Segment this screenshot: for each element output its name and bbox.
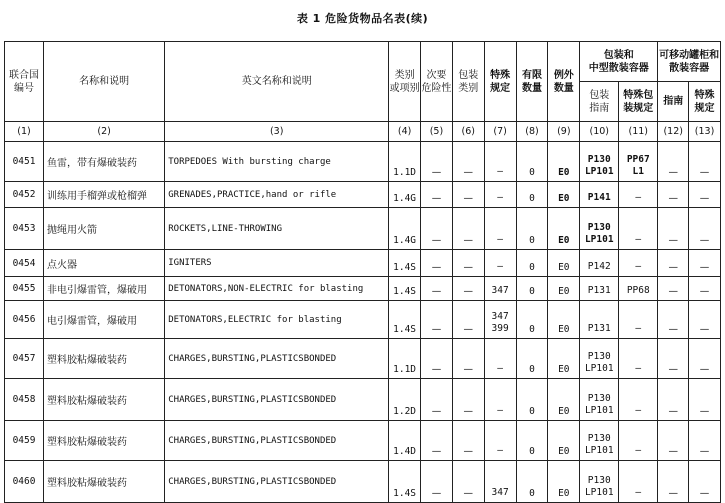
special-provisions: 347 399 (484, 301, 516, 339)
tank-special: — (689, 339, 721, 379)
sub-risk: — (421, 208, 453, 250)
table-row (5, 142, 721, 182)
special-packing: PP68 (619, 277, 658, 301)
packing-instruction: P142 (580, 250, 619, 277)
header-special-packing: 特殊包 装规定 (619, 82, 658, 122)
excepted-quantity: E0 (548, 142, 580, 182)
tank-special: — (689, 461, 721, 503)
name-cn: 电引爆雷管，爆破用 (44, 301, 165, 339)
class-division: 1.2D (389, 379, 421, 421)
limited-quantity: 0 (516, 339, 548, 379)
class-division: 1.1D (389, 339, 421, 379)
name-cn: 塑料胶粘爆破装药 (44, 379, 165, 421)
sub-risk: — (421, 421, 453, 461)
excepted-quantity: E0 (548, 182, 580, 208)
packing-instruction: P130 LP101 (580, 379, 619, 421)
un-number: 0452 (5, 182, 44, 208)
excepted-quantity: E0 (548, 339, 580, 379)
limited-quantity: 0 (516, 208, 548, 250)
header-un-number: 联合国 编号 (5, 42, 44, 122)
limited-quantity: 0 (516, 142, 548, 182)
tank-instruction: — (658, 301, 689, 339)
header-class: 类别 或项别 (389, 42, 421, 122)
class-division: 1.4D (389, 421, 421, 461)
tank-special: — (689, 379, 721, 421)
special-provisions: 347 (484, 461, 516, 503)
dangerous-goods-table (4, 41, 721, 503)
header-tank-instruction: 指南 (658, 82, 689, 122)
special-provisions: — (484, 142, 516, 182)
col-number: (7) (484, 122, 516, 142)
name-en: CHARGES,BURSTING,PLASTICSBONDED (165, 461, 389, 503)
name-cn: 塑料胶粘爆破装药 (44, 339, 165, 379)
excepted-quantity: E0 (548, 250, 580, 277)
name-en: CHARGES,BURSTING,PLASTICSBONDED (165, 421, 389, 461)
un-number: 0453 (5, 208, 44, 250)
name-en: TORPEDOES With bursting charge (165, 142, 389, 182)
col-number: (6) (452, 122, 484, 142)
header-excepted-quantity: 例外 数量 (548, 42, 580, 122)
col-number: (3) (165, 122, 389, 142)
sub-risk: — (421, 250, 453, 277)
col-number: (9) (548, 122, 580, 142)
col-number: (13) (689, 122, 721, 142)
name-en: CHARGES,BURSTING,PLASTICSBONDED (165, 379, 389, 421)
tank-instruction: — (658, 379, 689, 421)
header-name-en: 英文名称和说明 (165, 42, 389, 122)
packing-instruction: P130 LP101 (580, 421, 619, 461)
un-number: 0460 (5, 461, 44, 503)
table-row (5, 339, 721, 379)
col-number: (8) (516, 122, 548, 142)
name-cn: 抛绳用火箭 (44, 208, 165, 250)
excepted-quantity: E0 (548, 277, 580, 301)
excepted-quantity: E0 (548, 379, 580, 421)
excepted-quantity: E0 (548, 208, 580, 250)
name-en: DETONATORS,ELECTRIC for blasting (165, 301, 389, 339)
limited-quantity: 0 (516, 379, 548, 421)
un-number: 0451 (5, 142, 44, 182)
tank-instruction: — (658, 182, 689, 208)
special-packing: — (619, 461, 658, 503)
sub-risk: — (421, 461, 453, 503)
tank-special: — (689, 277, 721, 301)
packing-group: — (452, 339, 484, 379)
table-row (5, 277, 721, 301)
class-division: 1.4S (389, 277, 421, 301)
excepted-quantity: E0 (548, 461, 580, 503)
sub-risk: — (421, 339, 453, 379)
special-packing: — (619, 421, 658, 461)
table-row (5, 250, 721, 277)
packing-group: — (452, 208, 484, 250)
special-provisions: 347 (484, 277, 516, 301)
packing-instruction: P130 LP101 (580, 208, 619, 250)
class-division: 1.4G (389, 182, 421, 208)
header-special-provisions: 特殊 规定 (484, 42, 516, 122)
un-number: 0455 (5, 277, 44, 301)
name-cn: 点火器 (44, 250, 165, 277)
col-number: (12) (658, 122, 689, 142)
name-en: CHARGES,BURSTING,PLASTICSBONDED (165, 339, 389, 379)
sub-risk: — (421, 142, 453, 182)
special-packing: — (619, 379, 658, 421)
excepted-quantity: E0 (548, 301, 580, 339)
name-cn: 非电引爆雷管，爆破用 (44, 277, 165, 301)
tank-instruction: — (658, 277, 689, 301)
class-division: 1.1D (389, 142, 421, 182)
header-sub-risk: 次要 危险性 (421, 42, 453, 122)
tank-instruction: — (658, 339, 689, 379)
tank-special: — (689, 142, 721, 182)
table-row (5, 301, 721, 339)
header-tanks-bulk: 可移动罐柜和 散装容器 (658, 42, 721, 82)
un-number: 0456 (5, 301, 44, 339)
name-en: IGNITERS (165, 250, 389, 277)
class-division: 1.4S (389, 301, 421, 339)
table-row (5, 461, 721, 503)
special-provisions: — (484, 421, 516, 461)
header-packing-instruction: 包装 指南 (580, 82, 619, 122)
header-name-cn: 名称和说明 (44, 42, 165, 122)
excepted-quantity: E0 (548, 421, 580, 461)
packing-group: — (452, 301, 484, 339)
limited-quantity: 0 (516, 250, 548, 277)
tank-special: — (689, 182, 721, 208)
table-row (5, 421, 721, 461)
col-number: (10) (580, 122, 619, 142)
sub-risk: — (421, 301, 453, 339)
tank-instruction: — (658, 421, 689, 461)
name-cn: 塑料胶粘爆破装药 (44, 421, 165, 461)
special-provisions: — (484, 250, 516, 277)
col-number: (11) (619, 122, 658, 142)
packing-group: — (452, 277, 484, 301)
name-cn: 塑料胶粘爆破装药 (44, 461, 165, 503)
special-packing: — (619, 182, 658, 208)
col-number: (1) (5, 122, 44, 142)
tank-instruction: — (658, 208, 689, 250)
header-tank-special: 特殊 规定 (689, 82, 721, 122)
table-title: 表 1 危险货物品名表(续) (296, 12, 429, 25)
packing-instruction: P131 (580, 301, 619, 339)
col-number: (5) (421, 122, 453, 142)
special-provisions: — (484, 339, 516, 379)
un-number: 0457 (5, 339, 44, 379)
table-row (5, 379, 721, 421)
tank-instruction: — (658, 461, 689, 503)
special-packing: — (619, 250, 658, 277)
special-packing: — (619, 301, 658, 339)
packing-instruction: P131 (580, 277, 619, 301)
limited-quantity: 0 (516, 277, 548, 301)
col-number: (4) (389, 122, 421, 142)
name-cn: 训练用手榴弹或枪榴弹 (44, 182, 165, 208)
packing-instruction: P130 LP101 (580, 142, 619, 182)
header-limited-quantity: 有限 数量 (516, 42, 548, 122)
name-en: GRENADES,PRACTICE,hand or rifle (165, 182, 389, 208)
packing-instruction: P141 (580, 182, 619, 208)
sub-risk: — (421, 277, 453, 301)
tank-special: — (689, 301, 721, 339)
packing-instruction: P130 LP101 (580, 339, 619, 379)
packing-group: — (452, 182, 484, 208)
sub-risk: — (421, 182, 453, 208)
un-number: 0454 (5, 250, 44, 277)
class-division: 1.4S (389, 250, 421, 277)
tank-instruction: — (658, 142, 689, 182)
special-packing: — (619, 339, 658, 379)
special-provisions: — (484, 208, 516, 250)
special-packing: PP67 L1 (619, 142, 658, 182)
tank-special: — (689, 421, 721, 461)
packing-instruction: P130 LP101 (580, 461, 619, 503)
name-en: ROCKETS,LINE-THROWING (165, 208, 389, 250)
limited-quantity: 0 (516, 301, 548, 339)
packing-group: — (452, 421, 484, 461)
special-provisions: — (484, 182, 516, 208)
table-row (5, 182, 721, 208)
col-number: (2) (44, 122, 165, 142)
column-number-row (5, 122, 721, 142)
class-division: 1.4S (389, 461, 421, 503)
tank-special: — (689, 208, 721, 250)
un-number: 0459 (5, 421, 44, 461)
special-packing: — (619, 208, 658, 250)
class-division: 1.4G (389, 208, 421, 250)
packing-group: — (452, 142, 484, 182)
packing-group: — (452, 250, 484, 277)
tank-instruction: — (658, 250, 689, 277)
name-cn: 鱼雷，带有爆破装药 (44, 142, 165, 182)
packing-group: — (452, 379, 484, 421)
special-provisions: — (484, 379, 516, 421)
limited-quantity: 0 (516, 182, 548, 208)
un-number: 0458 (5, 379, 44, 421)
header-packing-group: 包装 类别 (452, 42, 484, 122)
limited-quantity: 0 (516, 421, 548, 461)
sub-risk: — (421, 379, 453, 421)
name-en: DETONATORS,NON-ELECTRIC for blasting (165, 277, 389, 301)
header-packing-ibc: 包装和 中型散装容器 (580, 42, 658, 82)
limited-quantity: 0 (516, 461, 548, 503)
packing-group: — (452, 461, 484, 503)
table-row (5, 208, 721, 250)
tank-special: — (689, 250, 721, 277)
